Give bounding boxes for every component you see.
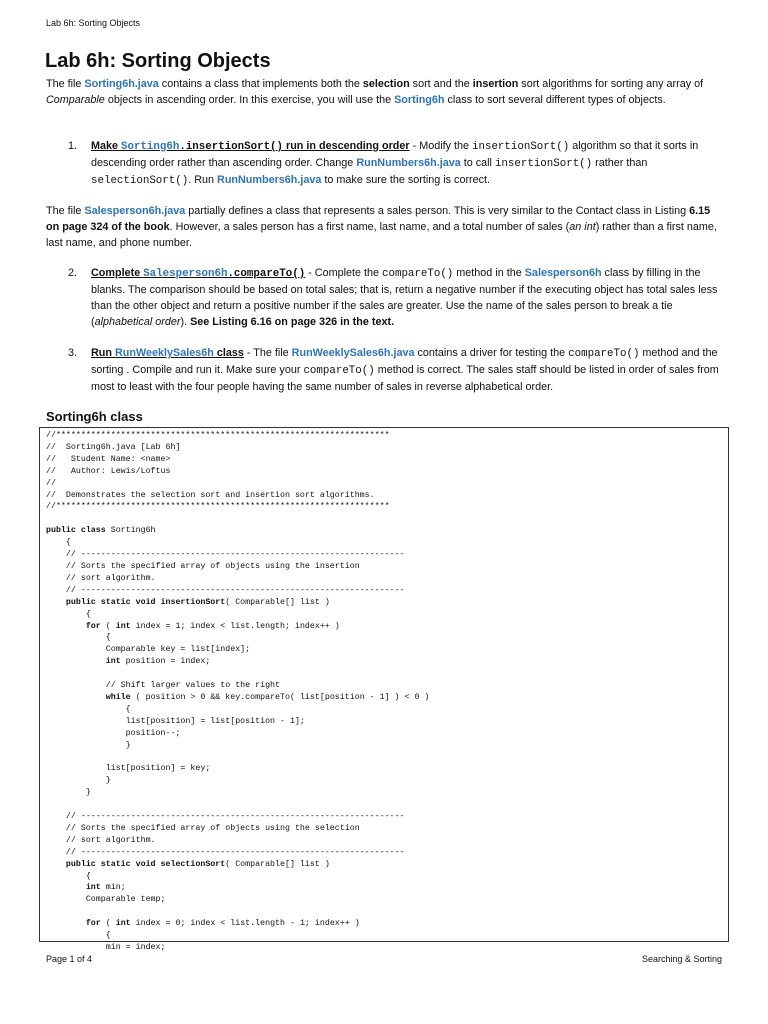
item-3-heading: Run RunWeeklySales6h class	[91, 347, 244, 359]
intro-paragraph: The file Sorting6h.java contains a class that implements both the selection sort and the insertion sort algorithms for sorting any array of Comparable objects in ascending order. In this exercise, you will use the Sorting6h class to sort several different types of objects.	[46, 78, 704, 106]
section-title: Sorting6h class	[46, 409, 143, 424]
footer-topic: Searching & Sorting	[641, 954, 722, 964]
page-number: Page 1 of 4	[46, 954, 93, 964]
file-link: Sorting6h.java	[84, 78, 159, 90]
code-listing: //******************************************************************* // Sorting6h.java [Lab 6h] // Student Name: <name> // Author: Lewis/Loftus // // Demonstrates the selection sort and insertion sort algorithms. //******************************************************************* public class Sorting6h { // ----------------------------------------------------------------- // Sorts the specified array of objects using the insertion // sort algorithm. // ----------------------------------------------------------------- public static void insertionSort( Comparable[] list ) { for ( int index = 1; index < list.length; index++ ) { Comparable key = list[index]; int position = index; // Shift larger values to the right while ( position > 0 && key.compareTo( list[position - 1] ) < 0 ) { list[position] = list[position - 1]; position--; } list[position] = key; } } // ----------------------------------------------------------------- // Sorts the specified array of objects using the selection // sort algorithm. // ----------------------------------------------------------------- public static void selectionSort( Comparable[] list ) { int min; Comparable temp; for ( int index = 0; index < list.length - 1; index++ ) { min = index;	[39, 427, 729, 942]
page-title: Lab 6h: Sorting Objects	[45, 50, 271, 72]
item-2-heading: Complete Salesperson6h.compareTo()	[91, 267, 306, 280]
salesperson-paragraph: The file Salesperson6h.java partially defines a class that represents a sales person. This is very similar to the Contact class in Listing 6.15 on page 324 of the book. However, a sales person has a first name, last name, and a total number of sales (an int) rather than a first name, last name, and phone number.	[46, 205, 717, 249]
item-1-heading: Make Sorting6h.insertionSort() run in descending order	[91, 140, 410, 153]
page-header: Lab 6h: Sorting Objects	[46, 18, 141, 28]
